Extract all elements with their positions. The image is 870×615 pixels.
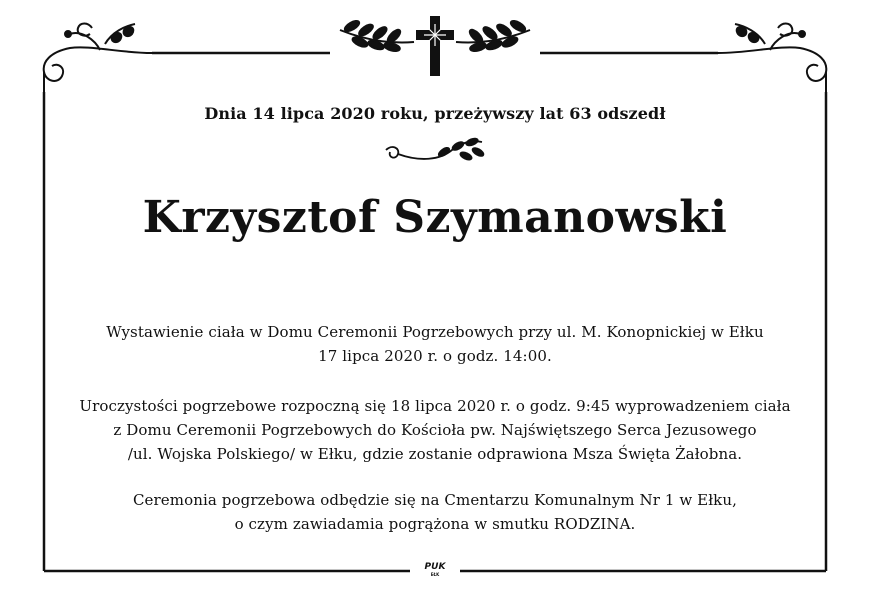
laurel-branch-icon xyxy=(456,19,530,52)
notice-intro: Dnia 14 lipca 2020 roku, przeżywszy lat 63 odszedł xyxy=(204,104,666,123)
paragraph-line: Uroczystości pogrzebowe rozpoczną się 18 lipca 2020 r. o godz. 9:45 wyprowadzeniem ciała xyxy=(79,397,791,415)
viewing-paragraph xyxy=(0,320,870,368)
paragraph-line: o czym zawiadamia pogrążona w smutku RODZINA. xyxy=(234,515,636,533)
divider-ornament-icon xyxy=(386,137,485,161)
laurel-branch-icon xyxy=(340,19,414,52)
burial-paragraph xyxy=(0,488,870,536)
logo-sub-text: EŁK xyxy=(430,572,440,577)
logo-main-text: PUK xyxy=(424,562,446,572)
swirl-ornament-icon xyxy=(718,24,826,93)
puk-logo xyxy=(415,562,455,577)
deceased-name: Krzysztof Szymanowski xyxy=(142,192,728,243)
swirl-ornament-icon xyxy=(44,24,152,93)
paragraph-line: Ceremonia pogrzebowa odbędzie się na Cmentarzu Komunalnym Nr 1 w Ełku, xyxy=(132,491,738,509)
paragraph-line: 17 lipca 2020 r. o godz. 14:00. xyxy=(318,347,552,365)
ceremony-paragraph xyxy=(0,394,870,466)
paragraph-line: /ul. Wojska Polskiego/ w Ełku, gdzie zostanie odprawiona Msza Święta Żałobna. xyxy=(127,445,743,463)
cross-icon xyxy=(416,16,454,76)
paragraph-line: Wystawienie ciała w Domu Ceremonii Pogrzebowych przy ul. M. Konopnickiej w Ełku xyxy=(106,323,764,341)
paragraph-line: z Domu Ceremonii Pogrzebowych do Kościoła pw. Najświętszego Serca Jezusowego xyxy=(113,421,757,439)
